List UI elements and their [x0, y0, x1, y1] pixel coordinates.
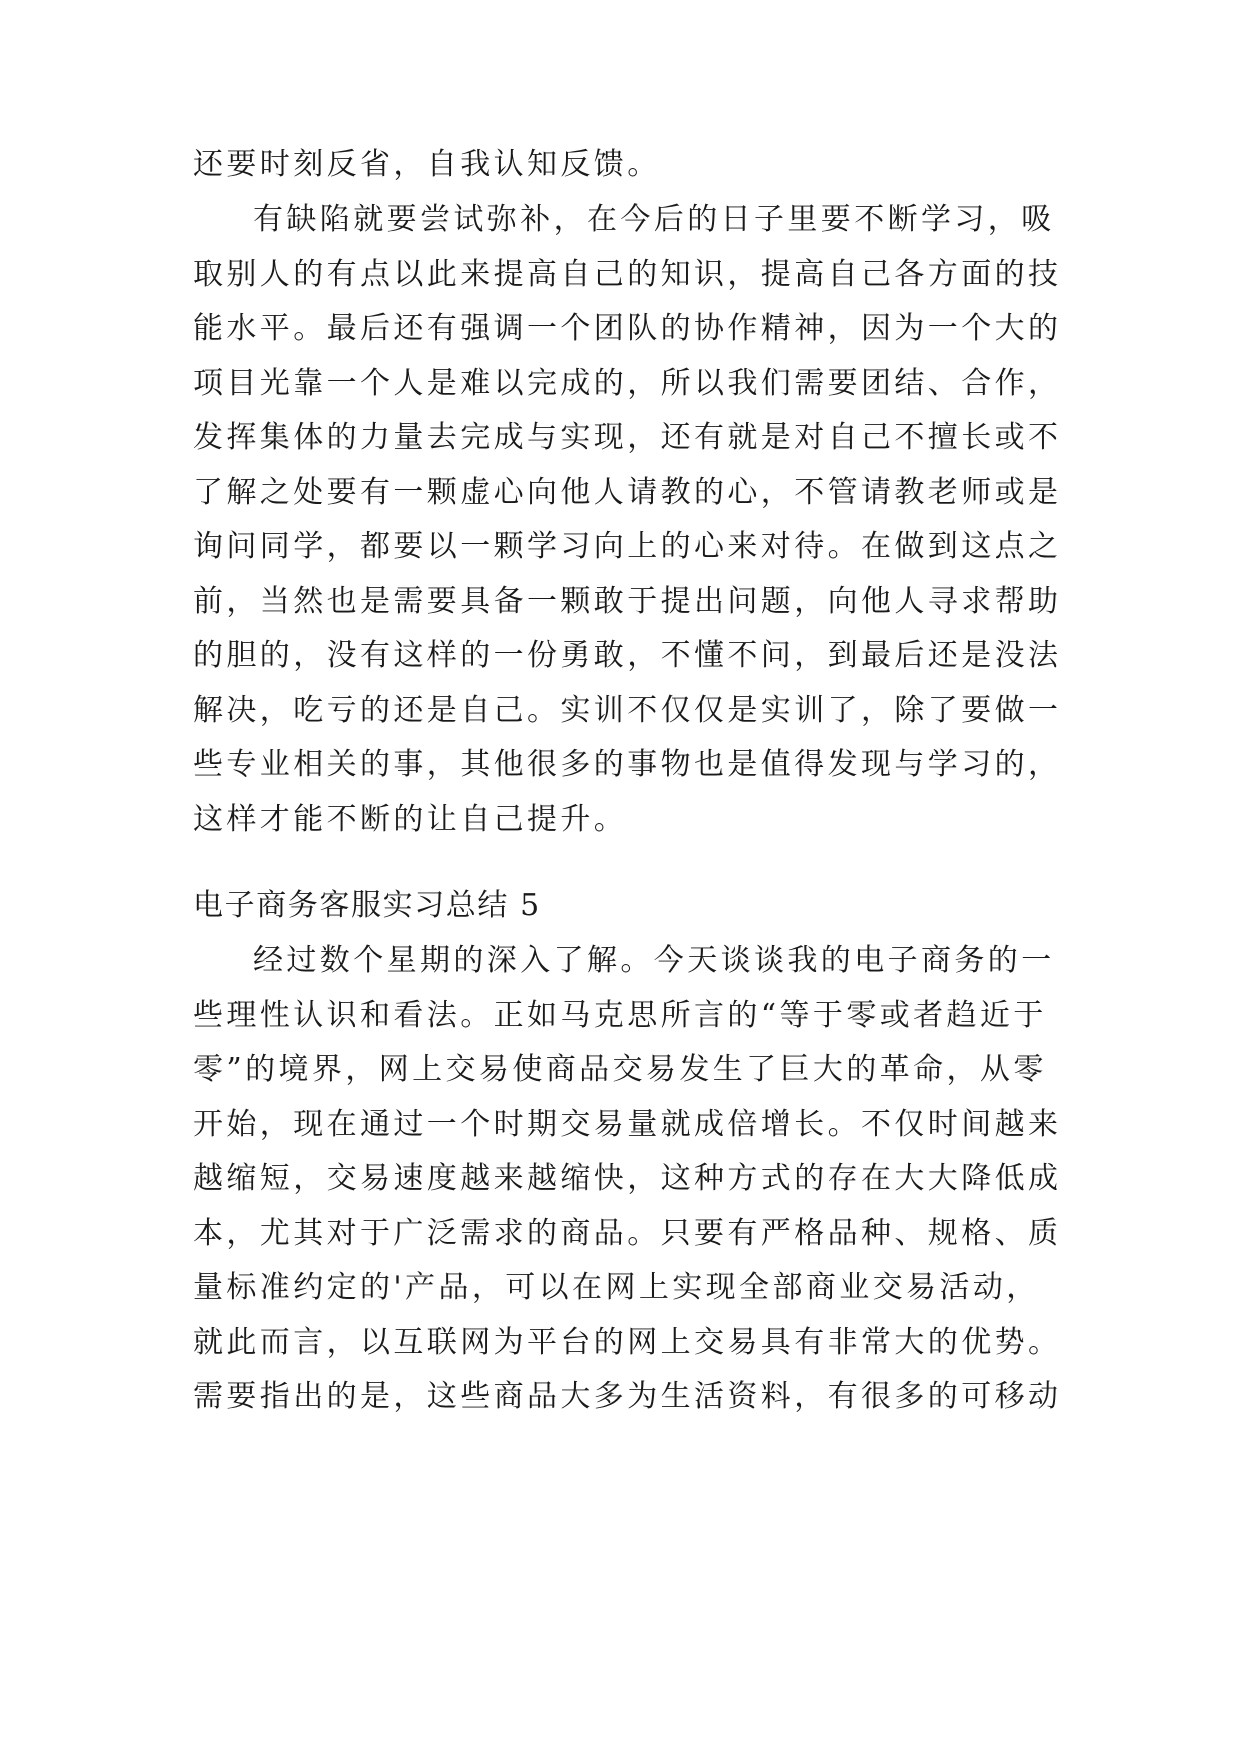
- paragraph-line: 能水平。最后还有强调一个团队的协作精神，因为一个大的: [193, 311, 1062, 346]
- paragraph-line: 了解之处要有一颗虚心向他人请教的心，不管请教老师或是: [193, 475, 1062, 510]
- paragraph-line: 需要指出的是，这些商品大多为生活资料，有很多的可移动: [193, 1379, 1062, 1414]
- paragraph-line: 些专业相关的事，其他很多的事物也是值得发现与学习的，: [193, 747, 1062, 782]
- paragraph-line: 取别人的有点以此来提高自己的知识，提高自己各方面的技: [193, 257, 1062, 292]
- paragraph-line: 发挥集体的力量去完成与实现，还有就是对自己不擅长或不: [193, 420, 1062, 455]
- paragraph-line: 零”的境界，网上交易使商品交易发生了巨大的革命，从零: [193, 1052, 1047, 1087]
- paragraph-line: 越缩短，交易速度越来越缩快，这种方式的存在大大降低成: [193, 1161, 1062, 1196]
- paragraph-line: 本，尤其对于广泛需求的商品。只要有严格品种、规格、质: [193, 1216, 1062, 1251]
- paragraph-line: 经过数个星期的深入了解。今天谈谈我的电子商务的一: [253, 943, 1055, 978]
- paragraph-line: 些理性认识和看法。正如马克思所言的“等于零或者趋近于: [193, 998, 1047, 1033]
- paragraph-line: 有缺陷就要尝试弥补，在今后的日子里要不断学习，吸: [253, 202, 1055, 237]
- paragraph-line: 还要时刻反省，自我认知反馈。: [193, 147, 661, 182]
- paragraph-line: 解决，吃亏的还是自己。实训不仅仅是实训了，除了要做一: [193, 693, 1062, 728]
- paragraph-line: 询问同学，都要以一颗学习向上的心来对待。在做到这点之: [193, 529, 1062, 564]
- paragraph-line: 项目光靠一个人是难以完成的，所以我们需要团结、合作，: [193, 366, 1062, 401]
- paragraph-line: 这样才能不断的让自己提升。: [193, 802, 628, 837]
- paragraph-line: 量标准约定的'产品，可以在网上实现全部商业交易活动，: [193, 1270, 1040, 1305]
- paragraph-line: 的胆的，没有这样的一份勇敢，不懂不问，到最后还是没法: [193, 638, 1062, 673]
- paragraph-line: 开始，现在通过一个时期交易量就成倍增长。不仅时间越来: [193, 1107, 1062, 1142]
- paragraph-line: 前，当然也是需要具备一颗敢于提出问题，向他人寻求帮助: [193, 584, 1062, 619]
- section-title: 电子商务客服实习总结 5: [193, 888, 541, 923]
- paragraph-line: 就此而言，以互联网为平台的网上交易具有非常大的优势。: [193, 1325, 1062, 1360]
